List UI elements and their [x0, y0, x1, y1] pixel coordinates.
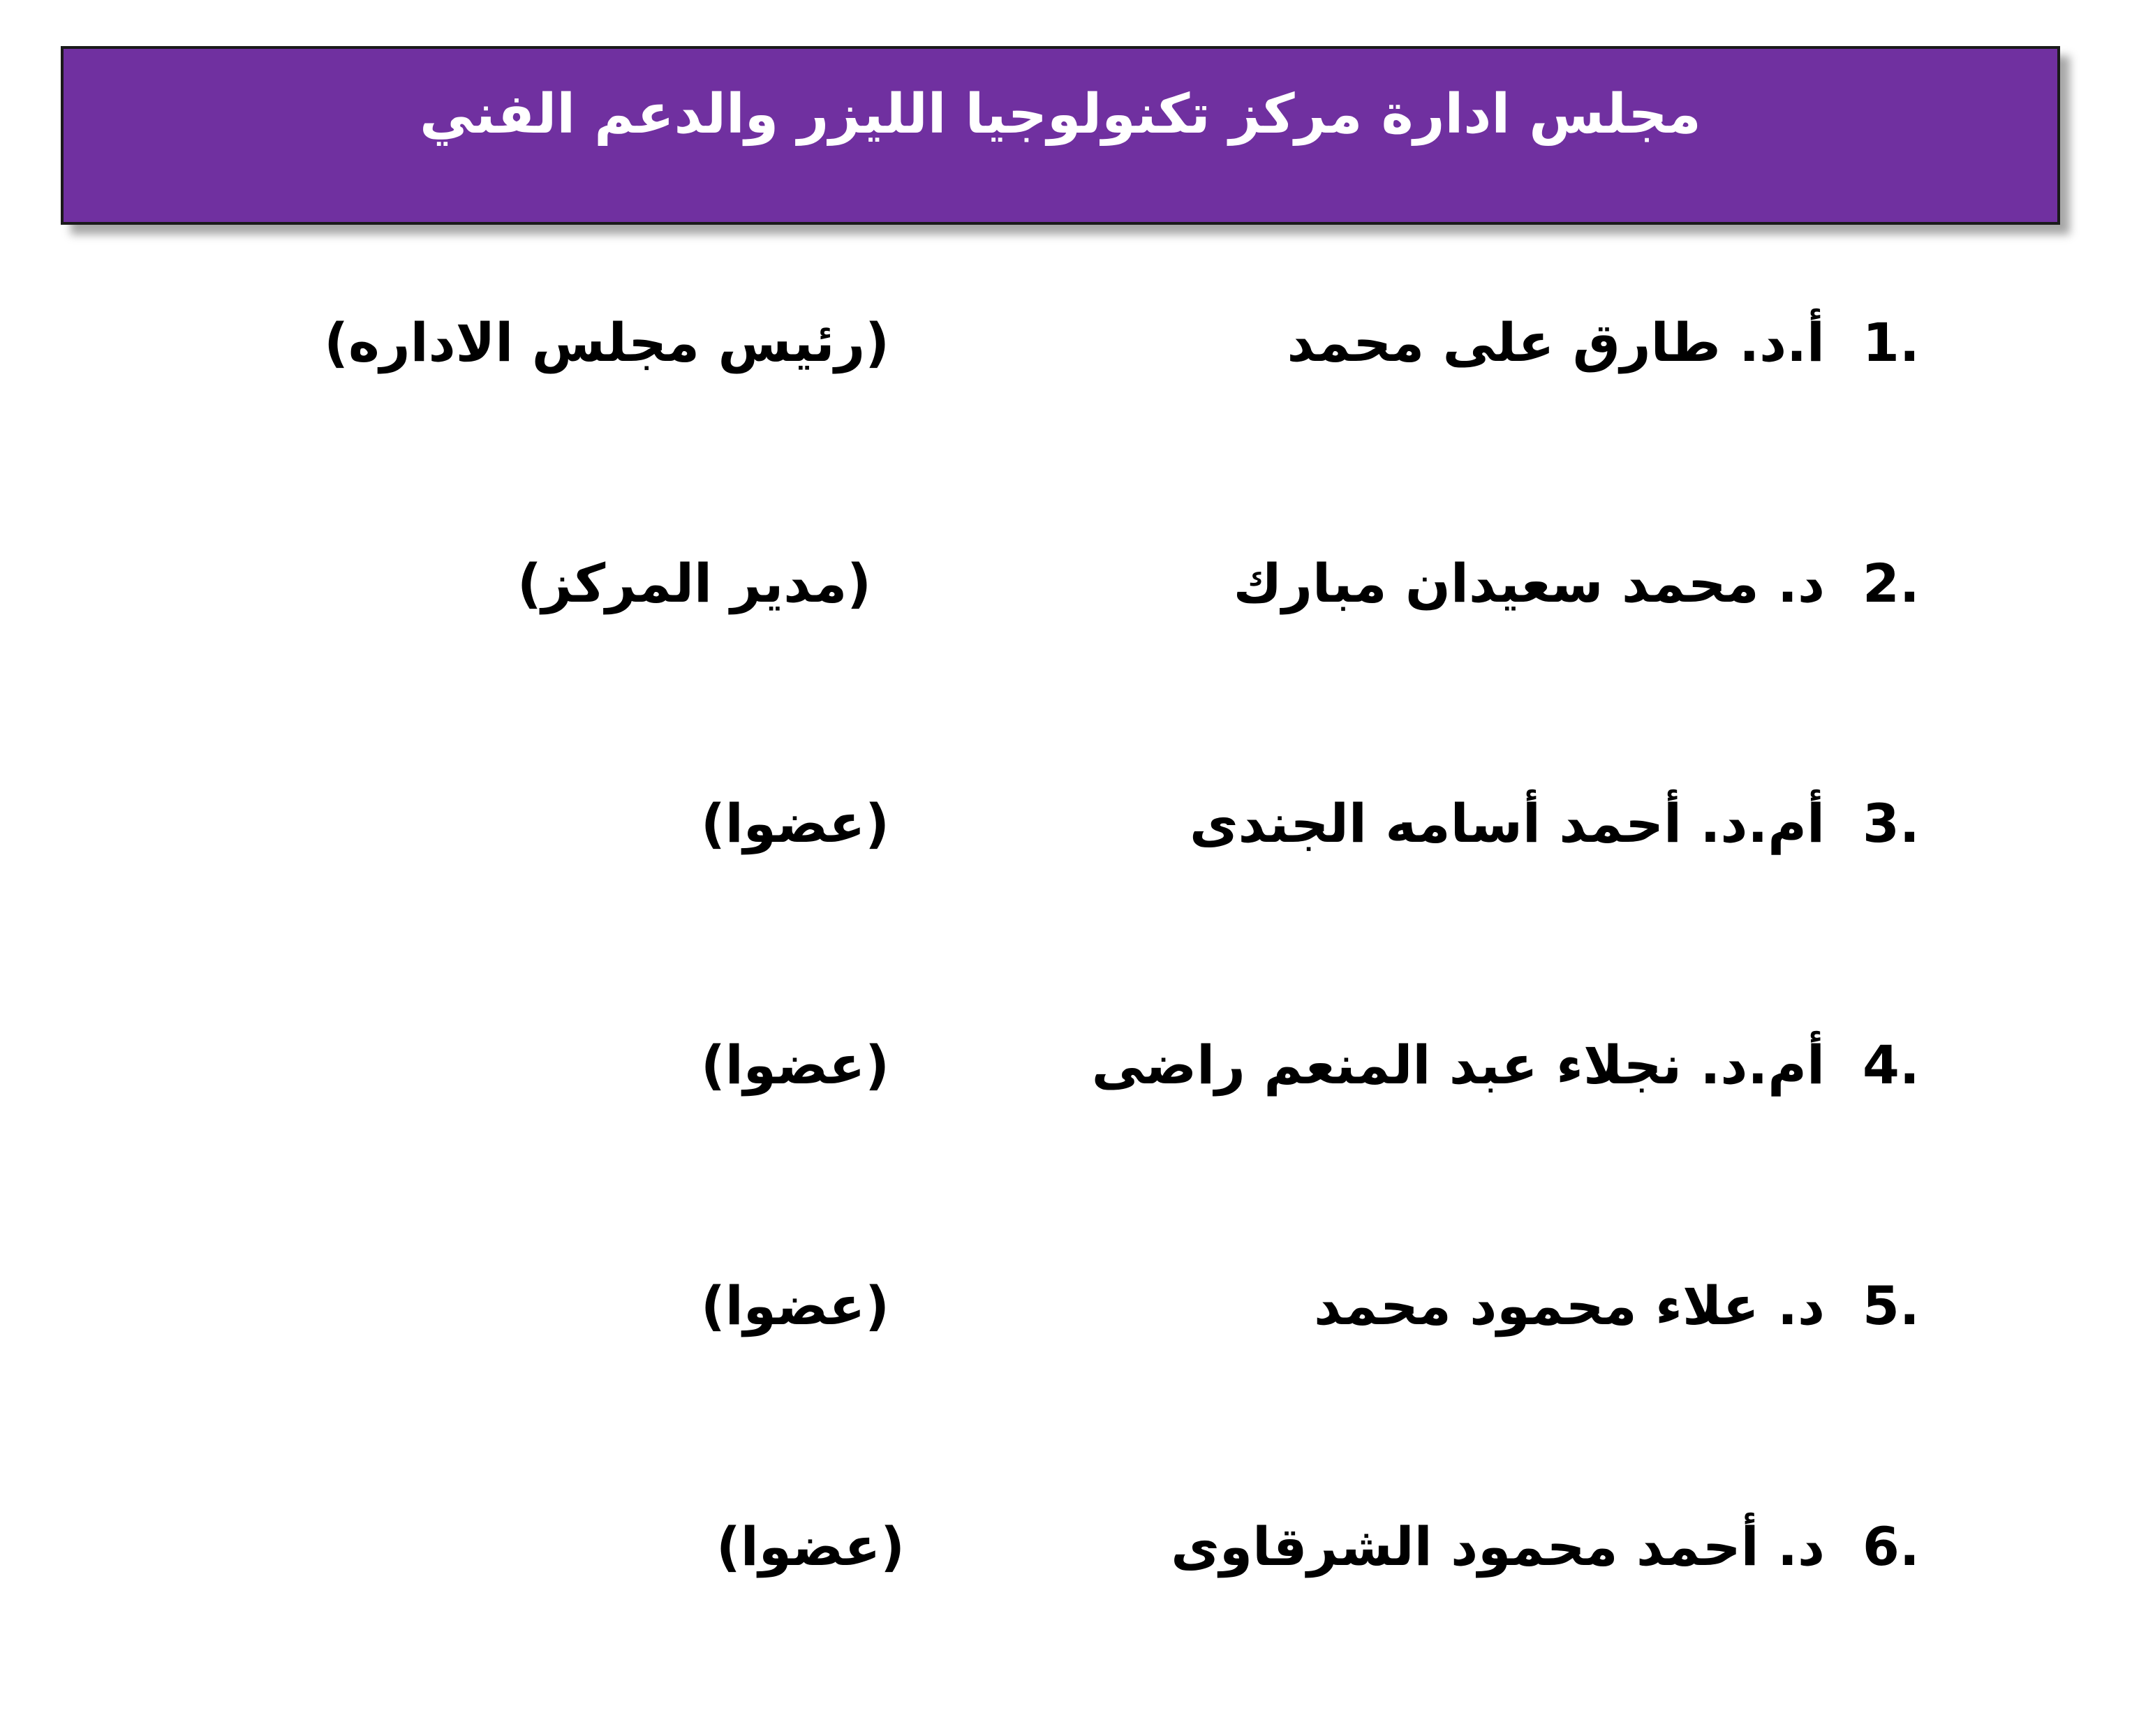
member-name: د. محمد سعيدان مبارك	[1233, 552, 1825, 614]
member-number: 1.	[1863, 311, 1920, 373]
list-item	[0, 294, 2132, 392]
member-name: د. علاء محمود محمد	[1314, 1275, 1825, 1337]
member-role: (عضوا)	[701, 1034, 889, 1096]
member-name: أ.د. طارق على محمد	[1287, 311, 1825, 373]
member-number: 5.	[1863, 1275, 1920, 1337]
member-number: 4.	[1863, 1034, 1920, 1096]
member-role: (مدير المركز)	[517, 552, 871, 614]
member-role: (عضوا)	[716, 1515, 905, 1578]
member-name: د. أحمد محمود الشرقاوى	[1171, 1515, 1825, 1578]
member-role: (عضوا)	[701, 1275, 889, 1337]
list-item	[0, 1498, 2132, 1596]
member-role: (رئيس مجلس الاداره)	[324, 311, 889, 373]
page-title: مجلس ادارة مركز تكنولوجيا الليزر والدعم الفني	[420, 83, 1701, 146]
member-number: 3.	[1863, 792, 1920, 854]
list-item	[0, 1016, 2132, 1114]
member-number: 6.	[1863, 1515, 1920, 1578]
list-item	[0, 535, 2132, 632]
member-number: 2.	[1863, 552, 1920, 614]
list-item	[0, 1257, 2132, 1355]
member-name: أم.د. أحمد أسامه الجندى	[1190, 792, 1825, 854]
member-name: أم.د. نجلاء عبد المنعم راضى	[1091, 1034, 1825, 1096]
list-item	[0, 775, 2132, 873]
member-role: (عضوا)	[701, 792, 889, 854]
